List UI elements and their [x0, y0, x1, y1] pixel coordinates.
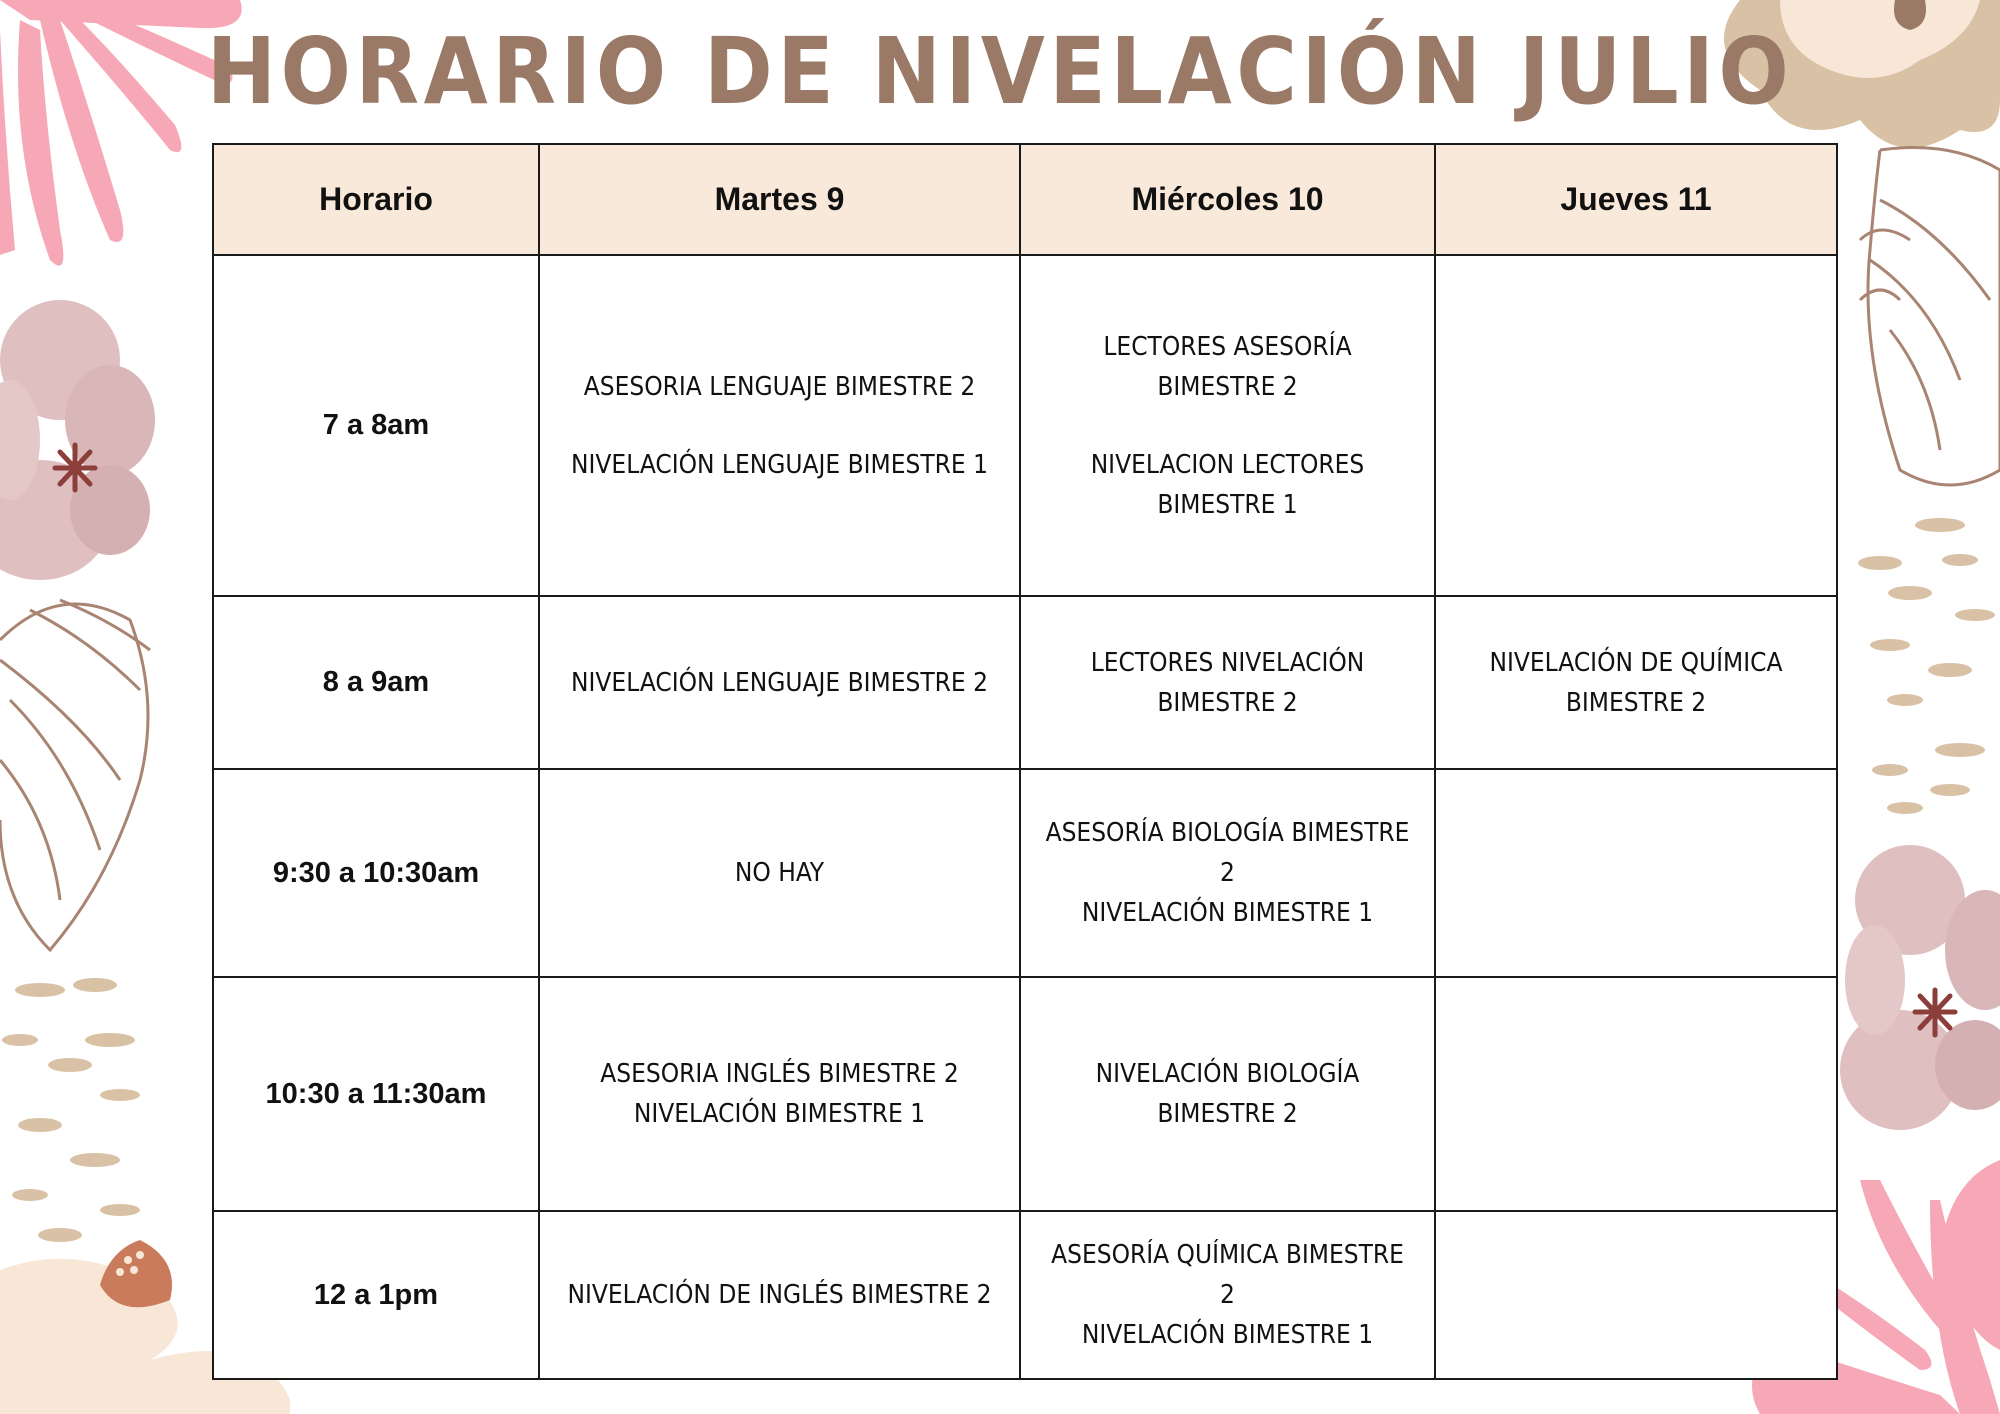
- time-cell: 9:30 a 10:30am: [213, 769, 539, 977]
- cell-line: NIVELACIÓN BIOLOGÍA BIMESTRE 2: [1095, 1059, 1360, 1129]
- schedule-cell: [1020, 596, 1435, 769]
- mauve-flower-left-icon: [0, 300, 155, 580]
- header-horario: Horario: [213, 144, 539, 255]
- schedule-cell: [1020, 255, 1435, 596]
- cell-line: NIVELACIÓN DE INGLÉS BIMESTRE 2: [567, 1280, 992, 1310]
- time-cell: 8 a 9am: [213, 596, 539, 769]
- leaf-outline-right-icon: [1860, 148, 2000, 486]
- schedule-cell: [539, 255, 1020, 596]
- table-row: [213, 1211, 1837, 1379]
- leaf-outline-left-icon: [0, 600, 150, 950]
- cell-line: LECTORES ASESORÍA BIMESTRE 2: [1103, 331, 1352, 402]
- cell-line: NIVELACIÓN DE QUÍMICA BIMESTRE 2: [1489, 647, 1783, 718]
- schedule-cell: [1435, 596, 1837, 769]
- mauve-flower-right-icon: [1840, 845, 2000, 1130]
- schedule-cell-empty: [1435, 1211, 1837, 1379]
- table-row: [213, 977, 1837, 1211]
- schedule-cell-empty: [1435, 977, 1837, 1211]
- cell-line: NIVELACIÓN LENGUAJE BIMESTRE 1: [571, 449, 988, 480]
- cell-line: NIVELACIÓN BIMESTRE 1: [633, 1099, 926, 1129]
- schedule-cell: [539, 769, 1020, 977]
- cell-line: NO HAY: [734, 858, 825, 888]
- table-row: [213, 769, 1837, 977]
- page-title: HORARIO DE NIVELACIÓN JULIO: [206, 18, 1794, 125]
- cell-line: NIVELACIÓN BIMESTRE 1: [1081, 898, 1374, 928]
- cell-line: ASESORÍA QUÍMICA BIMESTRE 2: [1051, 1240, 1404, 1310]
- cell-line: NIVELACION LECTORES BIMESTRE 1: [1090, 449, 1365, 520]
- cell-line: NIVELACIÓN LENGUAJE BIMESTRE 2: [571, 667, 988, 698]
- time-cell: 10:30 a 11:30am: [213, 977, 539, 1211]
- schedule-cell: [1020, 977, 1435, 1211]
- schedule-cell: [539, 1211, 1020, 1379]
- cell-line: LECTORES NIVELACIÓN BIMESTRE 2: [1090, 647, 1365, 718]
- cell-line: ASESORÍA BIOLOGÍA BIMESTRE 2: [1045, 818, 1410, 888]
- header-jueves: Jueves 11: [1435, 144, 1837, 255]
- dash-pattern-left-icon: [2, 978, 140, 1242]
- header-miercoles: Miércoles 10: [1020, 144, 1435, 255]
- schedule-table: [212, 143, 1838, 1380]
- schedule-cell: [1020, 1211, 1435, 1379]
- schedule-cell-empty: [1435, 769, 1837, 977]
- header-row: [213, 144, 1837, 255]
- dash-pattern-right-icon: [1858, 518, 1995, 814]
- cell-line: ASESORIA LENGUAJE BIMESTRE 2: [583, 371, 976, 402]
- schedule-cell: [539, 977, 1020, 1211]
- schedule-cell: [539, 596, 1020, 769]
- cell-line: ASESORIA INGLÉS BIMESTRE 2: [600, 1059, 959, 1089]
- cell-line: NIVELACIÓN BIMESTRE 1: [1081, 1320, 1374, 1350]
- table-row: [213, 255, 1837, 596]
- time-cell: 7 a 8am: [213, 255, 539, 596]
- time-cell: 12 a 1pm: [213, 1211, 539, 1379]
- header-martes: Martes 9: [539, 144, 1020, 255]
- schedule-cell: [1020, 769, 1435, 977]
- schedule-cell-empty: [1435, 255, 1837, 596]
- table-row: [213, 596, 1837, 769]
